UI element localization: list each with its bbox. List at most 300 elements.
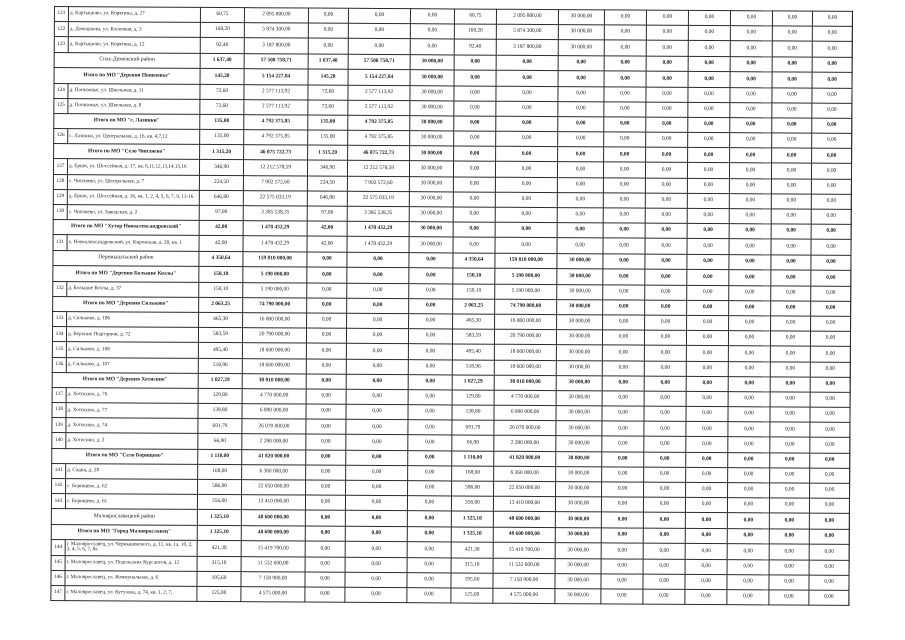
value-cell: 0,00: [305, 572, 345, 587]
value-cell: 0,00: [811, 164, 851, 179]
value-cell: 0,00: [811, 271, 851, 286]
value-cell: 0,00: [558, 147, 604, 162]
value-cell: 0,00: [644, 482, 686, 497]
value-cell: 0,00: [557, 162, 603, 177]
value-cell: 0,00: [306, 435, 346, 450]
value-cell: 129,80: [452, 390, 494, 405]
value-cell: 0,00: [496, 71, 558, 87]
value-cell: 30 000,00: [556, 360, 602, 375]
row-number: 134: [52, 327, 66, 342]
value-cell: 6 360 000,00: [242, 464, 306, 480]
value-cell: 0,00: [729, 193, 771, 208]
value-cell: 138,80: [198, 403, 242, 418]
row-number: 131: [53, 235, 67, 250]
value-cell: 0,00: [346, 359, 408, 375]
value-cell: 16 800 000,00: [243, 313, 307, 329]
value-cell: 586,00: [452, 481, 494, 496]
value-cell: 1 325,10: [197, 510, 241, 526]
value-cell: 3 187 800,00: [496, 40, 558, 56]
value-cell: 0,00: [730, 133, 772, 148]
value-cell: 0,00: [644, 406, 686, 421]
value-cell: 0,00: [601, 558, 643, 573]
value-cell: 7 158 900,00: [493, 573, 555, 589]
value-cell: 0,00: [410, 24, 454, 39]
value-cell: 0,00: [346, 404, 408, 420]
value-cell: 0,00: [688, 87, 730, 102]
value-cell: 0,00: [346, 480, 408, 496]
value-cell: 0,00: [729, 254, 771, 270]
address-cell: д. Садки, д. 28: [66, 463, 198, 479]
value-cell: 583,59: [198, 328, 242, 343]
value-cell: 0,00: [345, 557, 407, 573]
value-cell: 0,00: [772, 26, 812, 41]
value-cell: 0,00: [604, 10, 646, 25]
value-cell: 0,00: [601, 589, 643, 604]
value-cell: 5 190 000,00: [243, 267, 307, 283]
value-cell: 30 000,00: [409, 161, 453, 176]
value-cell: 92,40: [200, 38, 244, 53]
value-cell: 0,00: [769, 544, 809, 559]
value-cell: 0,00: [771, 301, 811, 316]
value-cell: 0,00: [558, 117, 604, 132]
value-cell: 0,00: [771, 194, 811, 209]
value-cell: 3 385 538,35: [243, 206, 307, 222]
value-cell: 0,00: [687, 239, 729, 254]
row-number: 144: [51, 540, 65, 555]
value-cell: 48 600 000,00: [493, 527, 555, 543]
value-cell: 5 190 000,00: [243, 282, 307, 298]
value-cell: 0,00: [686, 422, 728, 437]
value-cell: 30 000,00: [410, 54, 454, 70]
value-cell: 5 874 300,00: [496, 24, 558, 40]
value-cell: 0,00: [727, 590, 769, 605]
value-cell: 0,00: [454, 116, 496, 131]
address-cell: д. Большие Козлы, д. 37: [67, 281, 199, 297]
value-cell: 0,00: [347, 252, 409, 268]
address-cell: с. Борищево, д. 61: [65, 494, 197, 510]
value-cell: 0,00: [728, 467, 770, 482]
value-cell: 0,00: [602, 482, 644, 497]
value-cell: 0,00: [770, 392, 810, 407]
value-cell: 0,00: [306, 450, 346, 465]
value-cell: 0,00: [305, 495, 345, 510]
value-cell: 72,60: [308, 100, 348, 115]
row-number: 127: [53, 159, 67, 174]
value-cell: 315,10: [197, 556, 241, 571]
value-cell: 0,00: [727, 559, 769, 574]
value-cell: 691,79: [198, 419, 242, 434]
address-cell: д. Сильково, д. 108: [66, 342, 198, 358]
value-cell: 7 158 900,00: [241, 571, 305, 587]
value-cell: 1 637,40: [200, 53, 244, 69]
value-cell: 224,50: [307, 176, 347, 191]
value-cell: 0,00: [643, 589, 685, 604]
value-cell: 0,00: [407, 557, 451, 572]
row-number: 133: [53, 311, 67, 326]
value-cell: 0,00: [347, 283, 409, 299]
value-cell: 97,00: [307, 206, 347, 221]
value-cell: 0,00: [646, 71, 688, 86]
value-cell: 0,00: [346, 465, 408, 481]
value-cell: 0,00: [645, 239, 687, 254]
housing-program-table: [50, 6, 853, 606]
value-cell: 0,00: [645, 300, 687, 315]
value-cell: 0,00: [345, 542, 407, 558]
value-cell: 0,00: [602, 467, 644, 482]
address-cell: г. Малоярославец, ул. Кутузова, д. 74, кв. 1, 2, 7,: [65, 586, 197, 602]
value-cell: 150,10: [199, 267, 243, 282]
value-cell: 0,00: [811, 209, 851, 224]
value-cell: 0,00: [604, 40, 646, 55]
value-cell: 0,00: [307, 298, 347, 313]
value-cell: 0,00: [812, 26, 852, 41]
value-cell: 0,00: [603, 208, 645, 223]
value-cell: 30 000,00: [409, 222, 453, 237]
value-cell: 0,00: [688, 41, 730, 56]
value-cell: 4 792 375,85: [348, 130, 410, 146]
value-cell: 2 095 800,00: [244, 8, 308, 24]
row-number: 132: [53, 281, 67, 296]
value-cell: 0,00: [604, 117, 646, 132]
value-cell: 0,00: [348, 23, 410, 39]
value-cell: 0,00: [307, 283, 347, 298]
value-cell: 0,00: [409, 252, 453, 268]
value-cell: 0,00: [408, 359, 452, 374]
value-cell: 0,00: [810, 377, 850, 392]
value-cell: 0,00: [686, 406, 728, 421]
address-cell: г. Малоярославец, ул. Коммунальная, д. 6: [65, 570, 197, 586]
value-cell: 0,00: [809, 560, 849, 575]
value-cell: 2 577 113,92: [348, 100, 410, 116]
value-cell: 0,00: [603, 253, 645, 269]
value-cell: 0,00: [645, 315, 687, 330]
value-cell: 0,00: [495, 222, 557, 238]
value-cell: 0,00: [687, 163, 729, 178]
value-cell: 0,00: [686, 346, 728, 361]
value-cell: 0,00: [688, 132, 730, 147]
value-cell: 0,00: [345, 511, 407, 527]
value-cell: 13 410 000,00: [493, 496, 555, 512]
value-cell: 0,00: [306, 465, 346, 480]
value-cell: 22 050 000,00: [242, 480, 306, 496]
value-cell: 168,00: [452, 466, 494, 481]
value-cell: 2 577 113,92: [244, 99, 308, 115]
value-cell: 0,00: [686, 467, 728, 482]
row-number: 123: [54, 37, 68, 52]
value-cell: 0,00: [602, 436, 644, 451]
value-cell: 159 810 000,00: [495, 253, 557, 269]
value-cell: 0,00: [407, 496, 451, 511]
value-cell: 0,00: [603, 300, 645, 315]
value-cell: 135,00: [200, 130, 244, 145]
row-number: 122: [54, 22, 68, 37]
value-cell: 60,75: [200, 7, 244, 22]
value-cell: 0,00: [812, 72, 852, 87]
value-cell: 168,20: [454, 24, 496, 39]
value-cell: 1 110,00: [198, 449, 242, 464]
value-cell: 0,00: [688, 56, 730, 72]
value-cell: 0,00: [810, 331, 850, 346]
value-cell: 30 000,00: [555, 497, 601, 512]
value-cell: 135,00: [308, 115, 348, 130]
row-number: 145: [51, 555, 65, 570]
value-cell: 0,00: [771, 270, 811, 285]
value-cell: 0,00: [558, 71, 604, 86]
value-cell: 0,00: [730, 87, 772, 102]
address-cell: д. Верхние Подгоричи, д. 72: [66, 327, 198, 343]
value-cell: 0,00: [496, 101, 558, 117]
address-cell: д. Картышово, ул. Корягина, д. 27: [68, 7, 200, 23]
value-cell: 0,00: [811, 179, 851, 194]
value-cell: 0,00: [770, 437, 810, 452]
value-cell: 0,00: [729, 316, 771, 331]
value-cell: 0,00: [770, 331, 810, 346]
value-cell: 5 154 227,84: [244, 69, 308, 85]
value-cell: 518,96: [452, 359, 494, 374]
value-cell: 5 190 000,00: [495, 284, 557, 300]
value-cell: 0,00: [306, 374, 346, 389]
value-cell: 646,80: [199, 190, 243, 205]
row-number: 141: [52, 463, 66, 478]
value-cell: 30 000,00: [556, 390, 602, 405]
value-cell: 0,00: [812, 42, 852, 57]
value-cell: 0,00: [454, 146, 496, 161]
value-cell: 42,00: [307, 236, 347, 251]
address-cell: д. Понизовье, ул. Школьная, д. 8: [68, 98, 200, 114]
value-cell: 0,00: [307, 313, 347, 328]
value-cell: 30 000,00: [409, 176, 453, 191]
value-cell: 0,00: [728, 437, 770, 452]
value-cell: 0,00: [602, 345, 644, 360]
value-cell: 0,00: [346, 420, 408, 436]
value-cell: 0,00: [810, 422, 850, 437]
value-cell: 0,00: [308, 8, 348, 23]
value-cell: 0,00: [727, 498, 769, 513]
value-cell: 0,00: [809, 529, 849, 544]
value-cell: 0,00: [686, 331, 728, 346]
value-cell: 0,00: [809, 498, 849, 513]
value-cell: 30 000,00: [555, 558, 601, 573]
value-cell: 0,00: [407, 511, 451, 527]
value-cell: 0,00: [810, 362, 850, 377]
address-cell: д. Хотисино, д. 76: [66, 387, 198, 403]
value-cell: 224,50: [199, 175, 243, 190]
value-cell: 0,00: [306, 328, 346, 343]
value-cell: 0,00: [646, 40, 688, 55]
value-cell: 0,00: [305, 587, 345, 602]
value-cell: 0,00: [454, 131, 496, 146]
value-cell: 0,00: [453, 207, 495, 222]
value-cell: 0,00: [688, 117, 730, 132]
value-cell: 0,00: [727, 529, 769, 544]
value-cell: 0,00: [812, 88, 852, 103]
value-cell: 150,10: [453, 268, 495, 283]
value-cell: 0,00: [728, 361, 770, 376]
value-cell: 0,00: [685, 574, 727, 589]
value-cell: 0,00: [686, 391, 728, 406]
value-cell: 0,00: [686, 452, 728, 467]
row-number: 124: [54, 83, 68, 98]
value-cell: 0,00: [307, 267, 347, 282]
address-cell: д. Ерши, ул. Шоссейная, д. 17, кв. 6,11,12,13,14,15,16: [67, 159, 199, 175]
value-cell: 1 478 432,29: [347, 222, 409, 238]
value-cell: 60,75: [454, 9, 496, 24]
value-cell: 0,00: [809, 514, 849, 530]
value-cell: 0,00: [601, 528, 643, 543]
value-cell: 0,00: [558, 86, 604, 101]
value-cell: 0,00: [730, 118, 772, 133]
value-cell: 0,00: [770, 468, 810, 483]
value-cell: 0,00: [306, 343, 346, 358]
value-cell: 4 770 000,00: [242, 389, 306, 405]
value-cell: 0,00: [685, 529, 727, 544]
value-cell: 1 325,10: [451, 527, 493, 542]
value-cell: 0,00: [306, 359, 346, 374]
row-number: 125: [54, 98, 68, 113]
value-cell: 0,00: [558, 132, 604, 147]
value-cell: 0,00: [346, 344, 408, 360]
value-cell: 0,00: [729, 270, 771, 285]
row-number: 126: [54, 129, 68, 144]
value-cell: 0,00: [308, 23, 348, 38]
value-cell: 0,00: [644, 376, 686, 391]
value-cell: 0,00: [557, 223, 603, 238]
value-cell: 30 000,00: [557, 299, 603, 314]
value-cell: 0,00: [729, 285, 771, 300]
district-title: Спас-Деменский район: [54, 52, 200, 69]
value-cell: 0,00: [345, 496, 407, 512]
value-cell: 30 000,00: [409, 192, 453, 207]
value-cell: 0,00: [687, 178, 729, 193]
value-cell: 6 890 000,00: [494, 405, 556, 421]
value-cell: 0,00: [646, 56, 688, 72]
value-cell: 1 325,10: [451, 511, 493, 527]
value-cell: 0,00: [812, 148, 852, 163]
value-cell: 495,40: [198, 343, 242, 358]
value-cell: 4 792 375,85: [244, 115, 308, 131]
value-cell: 0,00: [811, 240, 851, 255]
value-cell: 0,00: [730, 41, 772, 56]
value-cell: 0,00: [602, 376, 644, 391]
value-cell: 0,00: [688, 10, 730, 25]
value-cell: 0,00: [305, 510, 345, 526]
address-cell: г. Малоярославец, ул. Подольских Курсантов, д. 12: [65, 555, 197, 571]
value-cell: 0,00: [408, 390, 452, 405]
value-cell: 0,00: [348, 8, 410, 24]
value-cell: 1 110,00: [452, 451, 494, 466]
value-cell: 0,00: [687, 300, 729, 315]
value-cell: 0,00: [604, 147, 646, 162]
value-cell: 0,00: [454, 70, 496, 85]
value-cell: 4 792 375,85: [244, 130, 308, 146]
row-number: 130: [53, 205, 67, 220]
value-cell: 4 575 000,00: [493, 588, 555, 604]
value-cell: 13 410 000,00: [241, 495, 305, 511]
value-cell: 0,00: [769, 575, 809, 590]
row-number: 140: [52, 433, 66, 448]
value-cell: 0,00: [728, 346, 770, 361]
value-cell: 42,00: [199, 236, 243, 251]
value-cell: 92,40: [454, 39, 496, 54]
district-title: Малоярославецкий район: [51, 509, 197, 526]
value-cell: 30 000,00: [556, 482, 602, 497]
value-cell: 38 010 000,00: [494, 375, 556, 391]
row-number: 135: [52, 342, 66, 357]
value-cell: 0,00: [643, 574, 685, 589]
address-cell: г. Малоярославец, ул. Чернышевского, д. 11, кв. 1а, 1б, 2, 3, 4, 5, 6, 7, 8а: [65, 540, 197, 556]
value-cell: 0,00: [687, 224, 729, 239]
value-cell: 0,00: [643, 528, 685, 543]
value-cell: 0,00: [348, 39, 410, 55]
value-cell: 0,00: [407, 527, 451, 542]
value-cell: 0,00: [604, 102, 646, 117]
value-cell: 0,00: [811, 301, 851, 316]
value-cell: 30 000,00: [558, 40, 604, 55]
value-cell: 1 325,10: [197, 526, 241, 541]
value-cell: 0,00: [812, 57, 852, 73]
value-cell: 2 577 113,92: [348, 85, 410, 101]
value-cell: 0,00: [496, 131, 558, 147]
value-cell: 0,00: [686, 482, 728, 497]
value-cell: 0,00: [644, 452, 686, 467]
value-cell: 1 637,40: [308, 54, 348, 70]
value-cell: 0,00: [603, 162, 645, 177]
value-cell: 2 063,25: [199, 297, 243, 312]
row-number: 146: [51, 570, 65, 585]
value-cell: 12 212 578,59: [243, 160, 307, 176]
value-cell: 2 280 000,00: [242, 434, 306, 450]
value-cell: 0,00: [306, 404, 346, 419]
value-cell: 125,00: [451, 588, 493, 603]
value-cell: 0,00: [345, 572, 407, 588]
address-cell: с. Чипляево, ул. Центральная, д. 7: [67, 174, 199, 190]
value-cell: 22 575 033,19: [347, 191, 409, 207]
value-cell: 465,30: [199, 312, 243, 327]
value-cell: 4 350,64: [453, 253, 495, 269]
value-cell: 15 419 700,00: [241, 541, 305, 557]
value-cell: 0,00: [346, 450, 408, 466]
value-cell: 42,00: [199, 221, 243, 236]
value-cell: 2 063,25: [453, 299, 495, 314]
value-cell: 0,00: [345, 526, 407, 542]
value-cell: 0,00: [771, 316, 811, 331]
district-title: Перемышльский район: [53, 250, 199, 267]
value-cell: 0,00: [408, 405, 452, 420]
value-cell: 0,00: [409, 314, 453, 329]
value-cell: 48 600 000,00: [493, 512, 555, 528]
value-cell: 0,00: [601, 512, 643, 528]
value-cell: 0,00: [644, 361, 686, 376]
value-cell: 0,00: [602, 421, 644, 436]
value-cell: 30 000,00: [410, 146, 454, 161]
address-cell: д. Сильково, д. 107: [66, 357, 198, 373]
value-cell: 7 902 572,60: [243, 175, 307, 191]
value-cell: 0,00: [646, 102, 688, 117]
value-cell: 0,00: [646, 10, 688, 25]
value-cell: 0,00: [729, 178, 771, 193]
value-cell: 0,00: [305, 526, 345, 541]
value-cell: 0,00: [645, 285, 687, 300]
value-cell: 0,00: [809, 545, 849, 560]
value-cell: 0,00: [730, 56, 772, 72]
value-cell: 30 000,00: [555, 528, 601, 543]
value-cell: 1 478 432,29: [243, 221, 307, 237]
value-cell: 30 000,00: [556, 466, 602, 481]
row-number: 136: [52, 357, 66, 372]
value-cell: 0,00: [810, 407, 850, 422]
value-cell: 0,00: [686, 376, 728, 391]
value-cell: 0,00: [728, 376, 770, 391]
